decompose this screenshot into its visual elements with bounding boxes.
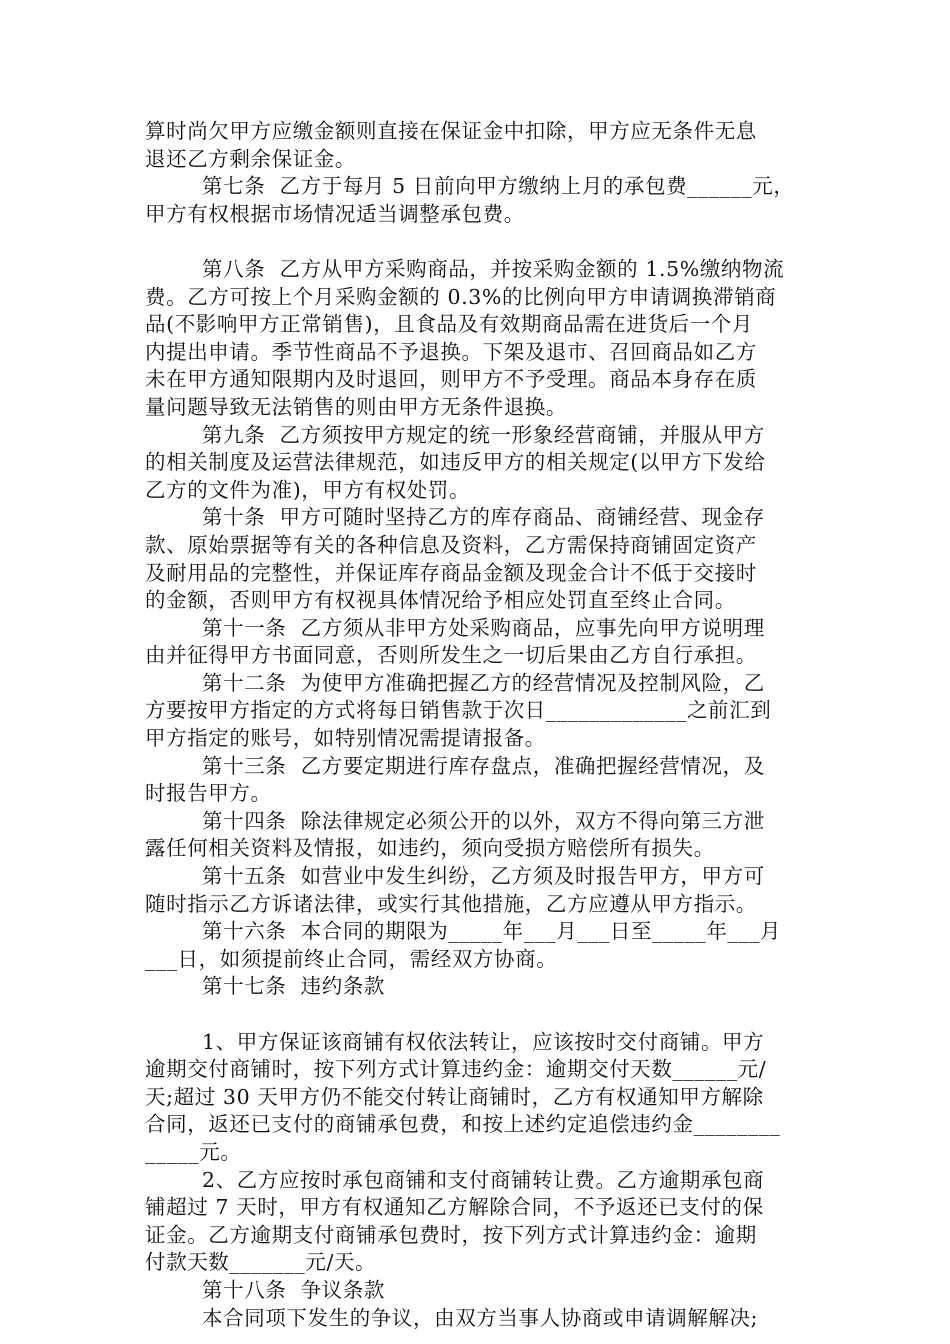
text-line: 合同，返还已支付的商铺承包费，和按上述约定追偿违约金________ [145, 1112, 781, 1137]
text-line: 乙方的文件为准)，甲方有权处罚。 [145, 477, 471, 502]
text-line: 第十二条 为使甲方准确把握乙方的经营情况及控制风险，乙 [202, 670, 765, 695]
text-line: 第十条 甲方可随时坚持乙方的库存商品、商铺经营、现金存 [202, 505, 765, 530]
text-line: 由并征得甲方书面同意，否则所发生之一切后果由乙方自行承担。 [145, 643, 757, 668]
text-line: 方要按甲方指定的方式将每日销售款于次日_____________之前汇到 [145, 698, 772, 723]
text-line: 第十八条 争议条款 [202, 1277, 386, 1302]
text-line: 2、乙方应按时承包商铺和支付商铺转让费。乙方逾期承包商 [202, 1167, 765, 1192]
text-line: 付款天数_______元/天。 [145, 1250, 377, 1275]
text-line: 露任何相关资料及情报，如违约，须向受损方赔偿所有损失。 [145, 836, 715, 861]
text-line: 的金额，否则甲方有权视具体情况给予相应处罚直至终止合同。 [145, 588, 736, 613]
text-line: 第七条 乙方于每月 5 日前向甲方缴纳上月的承包费______元， [202, 174, 795, 199]
text-line: 第十四条 除法律规定必须公开的以外，双方不得向第三方泄 [202, 808, 765, 833]
text-line: 第十三条 乙方要定期进行库存盘点，准确把握经营情况，及 [202, 753, 765, 778]
text-line: 证金。乙方逾期支付商铺承包费时，按下列方式计算违约金：逾期 [145, 1222, 757, 1247]
text-line: 第十六条 本合同的期限为_____年___月___日至_____年___月 [202, 919, 782, 944]
text-line: 甲方有权根据市场情况适当调整承包费。 [145, 201, 525, 226]
text-line: 第十五条 如营业中发生纠纷，乙方须及时报告甲方，甲方可 [202, 864, 765, 889]
text-line: 量问题导致无法销售的则由甲方无条件退换。 [145, 394, 567, 419]
text-line: 天;超过 30 天甲方仍不能交付转让商铺时，乙方有权通知甲方解除 [145, 1084, 764, 1109]
text-line: 本合同项下发生的争议，由双方当事人协商或申请调解解决; [202, 1305, 759, 1330]
text-line: 的相关制度及运营法律规范，如违反甲方的相关规定(以甲方下发给 [145, 450, 766, 475]
contract-body-text [145, 118, 815, 1332]
text-line: 第八条 乙方从甲方采购商品，并按采购金额的 1.5%缴纳物流 [202, 256, 785, 281]
text-line: 未在甲方通知限期内及时退回，则甲方不予受理。商品本身存在质 [145, 367, 757, 392]
blank-line [145, 1001, 815, 1029]
text-line: 算时尚欠甲方应缴金额则直接在保证金中扣除，甲方应无条件无息 [145, 119, 757, 143]
text-line: 逾期交付商铺时，按下列方式计算违约金：逾期交付天数______元/ [145, 1057, 767, 1082]
text-line: 铺超过 7 天时，甲方有权通知乙方解除合同，不予返还已支付的保 [145, 1195, 764, 1220]
text-line: 第十七条 违约条款 [202, 974, 386, 999]
text-line: 及耐用品的完整性，并保证库存商品金额及现金合计不低于交接时 [145, 560, 757, 585]
text-line: 品(不影响甲方正常销售)，且食品及有效期商品需在进货后一个月 [145, 312, 753, 337]
blank-line [145, 228, 815, 256]
text-line: 1、甲方保证该商铺有权依法转让，应该按时交付商铺。甲方 [202, 1029, 765, 1054]
text-line: 随时指示乙方诉诸法律，或实行其他措施，乙方应遵从甲方指示。 [145, 891, 757, 916]
text-line: _____元。 [145, 1139, 242, 1164]
text-line: 第十一条 乙方须从非甲方处采购商品，应事先向甲方说明理 [202, 615, 765, 640]
text-line: 甲方指定的账号，如特别情况需提请报备。 [145, 726, 546, 751]
text-line: 第九条 乙方须按甲方规定的统一形象经营商铺，并服从甲方 [202, 422, 765, 447]
text-line: 款、原始票据等有关的各种信息及资料，乙方需保持商铺固定资产 [145, 532, 757, 557]
text-line: 退还乙方剩余保证金。 [145, 146, 356, 171]
text-line: 内提出申请。季节性商品不予退换。下架及退市、召回商品如乙方 [145, 339, 757, 364]
text-line: 时报告甲方。 [145, 781, 272, 806]
text-line: ___日，如须提前终止合同，需经双方协商。 [145, 946, 558, 971]
text-line: 费。乙方可按上个月采购金额的 0.3%的比例向甲方申请调换滞销商 [145, 284, 777, 309]
